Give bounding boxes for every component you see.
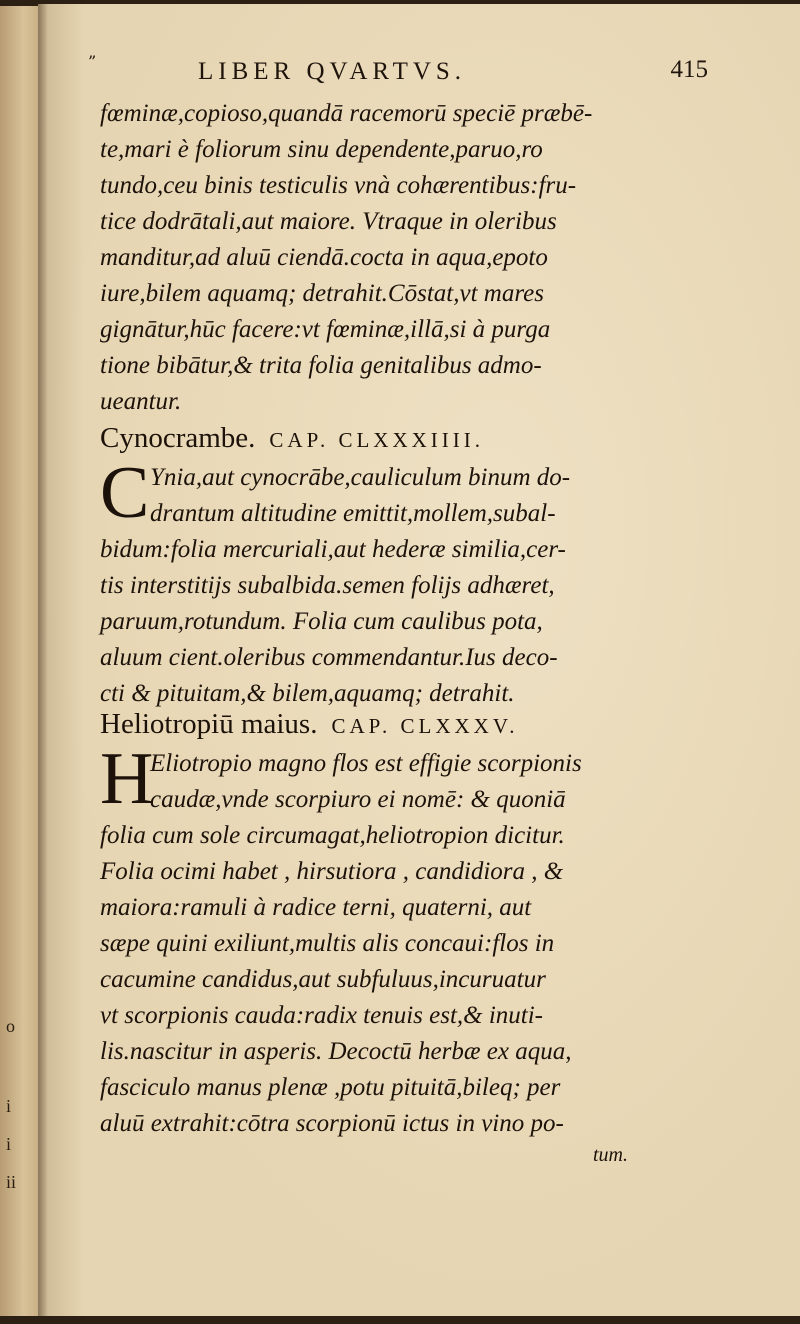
text-line: tione bibātur,& trita folia genitalibus admo- — [100, 352, 542, 379]
chapter-number: CAP. CLXXXIIII. — [269, 428, 484, 452]
chapter-heading-cynocrambe — [100, 418, 660, 458]
text-line: drantum altitudine emittit,mollem,subal- — [150, 500, 556, 527]
text-line: tis interstitijs subalbida.semen folijs adhæret, — [100, 572, 555, 599]
text-line: te,mari è foliorum sinu dependente,paruo,ro — [100, 136, 543, 163]
running-header — [88, 52, 708, 92]
gutter-shadow — [38, 4, 48, 1316]
text-line: tice dodrātali,aut maiore. Vtraque in oleribus — [100, 208, 557, 235]
text-line: aluū extrahit:cōtra scorpionū ictus in vino po- — [100, 1110, 564, 1137]
text-line: ueantur. — [100, 388, 182, 415]
text-line: folia cum sole circumagat,heliotropion dicitur. — [100, 822, 565, 849]
text-line: cti & pituitam,& bilem,aquamq; detrahit. — [100, 680, 515, 707]
text-line: aluum cient.oleribus commendantur.Ius deco- — [100, 644, 558, 671]
margin-mark: ii — [6, 1172, 17, 1192]
chapter-number: CAP. CLXXXV. — [331, 714, 519, 738]
text-line: bidum:folia mercuriali,aut hederæ similia,cer- — [100, 536, 566, 563]
text-line: Ynia,aut cynocrābe,cauliculum binum do- — [150, 464, 571, 491]
text-line: fasciculo manus plenæ ,potu pituitā,bileq; per — [100, 1074, 561, 1101]
text-line: Eliotropio magno flos est effigie scorpionis — [150, 750, 582, 777]
text-line: paruum,rotundum. Folia cum caulibus pota, — [100, 608, 543, 635]
chapter-heading-heliotropium — [100, 704, 660, 744]
margin-mark: o — [6, 1016, 15, 1036]
chapter-title: Heliotropiū maius. — [100, 708, 318, 740]
catchword: tum. — [593, 1144, 628, 1166]
text-line: tundo,ceu binis testiculis vnà cohærentibus:fru- — [100, 172, 577, 199]
text-line: vt scorpionis cauda:radix tenuis est,& inuti- — [100, 1002, 544, 1029]
text-line: gignātur,hūc facere:vt fœminæ,illā,si à purga — [100, 316, 551, 343]
text-line: maiora:ramuli à radice terni, quaterni, aut — [100, 894, 532, 921]
running-title: LIBER QVARTVS. — [198, 58, 467, 85]
chapter-title: Cynocrambe. — [100, 422, 256, 454]
text-line: fœminæ,copioso,quandā racemorū speciē præbē- — [100, 100, 593, 127]
margin-mark: i — [6, 1134, 12, 1154]
text-line: cacumine candidus,aut subfuluus,incuruatur — [100, 966, 546, 993]
drop-cap: C — [100, 452, 150, 534]
text-line: manditur,ad aluū ciendā.cocta in aqua,epoto — [100, 244, 548, 271]
drop-cap: H — [100, 738, 154, 820]
text-line: caudæ,vnde scorpiuro ei nomē: & quoniā — [150, 786, 566, 813]
previous-page-edge — [0, 6, 42, 1316]
text-line: iure,bilem aquamq; detrahit.Cōstat,vt mares — [100, 280, 544, 307]
text-line: lis.nascitur in asperis. Decoctū herbæ ex aqua, — [100, 1038, 572, 1065]
text-line: sæpe quini exiliunt,multis alis concaui:flos in — [100, 930, 555, 957]
page-number: 415 — [670, 56, 708, 83]
header-mark: ” — [88, 52, 97, 71]
text-line: Folia ocimi habet , hirsutiora , candidiora , & — [100, 858, 564, 885]
margin-mark: i — [6, 1096, 12, 1116]
